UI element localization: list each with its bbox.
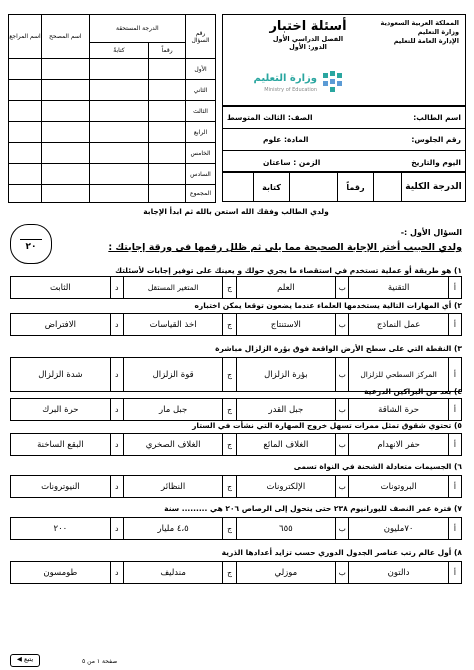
option-letter: أ (448, 476, 461, 498)
option-answer[interactable]: النيوترونات (11, 476, 111, 498)
student-info (222, 106, 466, 172)
option-answer[interactable]: الغلاف الصخري (123, 434, 223, 456)
option-answer[interactable]: المركز السطحي للزلزال (349, 358, 449, 392)
term-line: الفصل الدراسي الأول الدور: الأول (272, 35, 344, 51)
option-letter: ب (336, 399, 349, 421)
option-letter: ب (336, 314, 349, 336)
question-no-header: رقم السؤال (186, 15, 216, 59)
option-answer[interactable]: التقنية (349, 277, 449, 299)
reviewer-header: اسم المراجع (9, 15, 42, 59)
option-answer[interactable]: مندليف (123, 562, 223, 584)
option-letter: ب (336, 358, 349, 392)
deserved-header: الدرجة المستحقة (89, 15, 185, 43)
option-letter: ج (223, 434, 236, 456)
option-letter: أ (448, 358, 461, 392)
option-answer[interactable]: عمل النماذج (349, 314, 449, 336)
option-answer[interactable]: المتغير المستقل (123, 277, 223, 299)
question-number: ٧) (451, 504, 462, 513)
score-value: ٢٠ (25, 242, 37, 252)
question-text: ١) هو طريقة أو عملية تستخدم في استقصاء ما يجري حولك و يعينك على توفير إجابات لأسئلتك (115, 266, 462, 275)
options-table (10, 433, 462, 456)
day-date-label: اليوم والتاريخ (411, 157, 461, 167)
option-answer[interactable]: حفر الانهدام (349, 434, 449, 456)
option-letter: أ (448, 277, 461, 299)
options-row (11, 399, 462, 421)
grade-label: الصف: الثالث المتوسط (227, 113, 313, 122)
footer-page: صفحة ١ من ٥ (82, 658, 118, 665)
option-answer[interactable]: البقع الساخنة (11, 434, 111, 456)
option-letter: ج (223, 399, 236, 421)
q1-title: السؤال الأول :- (400, 228, 462, 237)
option-letter: أ (448, 399, 461, 421)
option-answer[interactable]: الثابت (11, 277, 111, 299)
option-letter: د (110, 476, 123, 498)
question-number: ١) (451, 266, 462, 275)
option-letter: ج (223, 562, 236, 584)
exam-title: أسئلة اختبار (269, 19, 347, 34)
option-answer[interactable]: ٦٥٥ (236, 518, 336, 540)
corrector-header: اسم المصحح (41, 15, 89, 59)
option-letter: د (110, 434, 123, 456)
student-name-label: اسم الطالب: (413, 113, 461, 122)
options-row (11, 314, 462, 336)
option-letter: ب (336, 518, 349, 540)
option-answer[interactable]: العلم (236, 277, 336, 299)
logo-icon (321, 69, 351, 95)
option-letter: د (110, 358, 123, 392)
option-letter: أ (448, 518, 461, 540)
row-label: المجموع (186, 185, 216, 203)
option-letter: د (110, 277, 123, 299)
option-letter: ج (223, 358, 236, 392)
ministry-block (222, 14, 466, 106)
option-answer[interactable]: ٧٠مليون (349, 518, 449, 540)
option-letter: ج (223, 277, 236, 299)
options-table (10, 517, 462, 540)
options-table (10, 313, 462, 336)
written-header: كتابةً (89, 43, 149, 59)
option-letter: ج (223, 314, 236, 336)
total-label: الدرجة الكلية (402, 173, 466, 202)
question-text: ٣) النقطة التي على سطح الأرض الواقعة فوق بؤرة الزلزال مباشرة (215, 344, 462, 353)
next-label: يتبع (23, 655, 34, 663)
total-grade-table (222, 172, 466, 202)
question-number: ٥) (451, 421, 462, 430)
logo-subtext: Ministry of Education (264, 87, 317, 93)
options-table (10, 561, 462, 584)
grade-table (8, 14, 216, 203)
question-text: ٦) الجسيمات متعادلة الشحنة في النواة تسمى (293, 462, 462, 471)
row-label: الخامس (186, 143, 216, 164)
options-table (10, 398, 462, 421)
question-number: ٣) (451, 344, 462, 353)
option-answer[interactable]: الافتراض (11, 314, 111, 336)
option-letter: د (110, 314, 123, 336)
ministry-text: وزارة التعليم (417, 28, 459, 37)
options-row (11, 434, 462, 456)
option-answer[interactable]: اخذ القياسات (123, 314, 223, 336)
row-label: الثاني (186, 80, 216, 101)
option-letter: ب (336, 562, 349, 584)
option-answer[interactable]: موزلي (236, 562, 336, 584)
row-label: الأول (186, 59, 216, 80)
option-letter: ب (336, 476, 349, 498)
row-label: الرابع (186, 122, 216, 143)
option-letter: د (110, 399, 123, 421)
option-answer[interactable]: الاستنتاج (236, 314, 336, 336)
ministry-logo (233, 69, 353, 99)
question-text: ٧) فترة عمر النصف لليورانيوم ٢٣٨ حتى يتحول إلى الرصاص ٢٠٦ هي ......... سنة (164, 504, 462, 513)
options-row (11, 476, 462, 498)
question-text: ٨) أول عالم رتب عناصر الجدول الدوري حسب تزايد أعدادها الذرية (221, 548, 462, 557)
subject-label: المادة: علوم (263, 135, 309, 144)
kingdom-text: المملكة العربية السعودية (380, 19, 459, 27)
total-written-label: كتابة (254, 173, 290, 202)
question-text: ٤) بعد من البراكين الدرعية (364, 387, 462, 396)
admin-text: الإدارة العامة للتعليم (393, 37, 459, 46)
q1-instruction: ولدي الحبيب أختر الإجابة الصحيحة مما يلي ثم ظلل رقمها في ورقة إجابتك : (108, 242, 462, 253)
option-letter: أ (448, 434, 461, 456)
intro-text: ولدي الطالب وفقك الله استعن بالله ثم ابدأ الإجابة (143, 207, 329, 216)
option-letter: ب (336, 277, 349, 299)
options-table (10, 276, 462, 299)
option-answer[interactable]: الإلكترونات (236, 476, 336, 498)
time-label: الزمن : ساعتان (263, 157, 321, 167)
option-answer[interactable]: حرة البرك (11, 399, 111, 421)
row-label: السادس (186, 164, 216, 185)
total-numeric-label: رقماً (338, 173, 374, 202)
question-text: ٢) أي المهارات التالية يستخدمها العلماء عندما يضعون توقعا يمكن اختباره (194, 301, 462, 310)
options-row (11, 562, 462, 584)
options-table (10, 475, 462, 498)
option-answer[interactable]: جبل القدر (236, 399, 336, 421)
option-letter: ج (223, 518, 236, 540)
option-letter: د (110, 562, 123, 584)
option-answer[interactable]: البروتونات (349, 476, 449, 498)
question-number: ٦) (451, 462, 462, 471)
question-number: ٤) (451, 387, 462, 396)
numeric-header: رقماً (149, 43, 186, 59)
option-answer[interactable]: حرة الشاقة (349, 399, 449, 421)
options-row (11, 277, 462, 299)
option-answer[interactable]: دالتون (349, 562, 449, 584)
option-answer[interactable]: ٤،٥ مليار (123, 518, 223, 540)
option-answer[interactable]: قوة الزلزال (123, 358, 223, 392)
next-page-arrow (10, 654, 40, 667)
seat-number-label: رقم الجلوس: (411, 135, 461, 144)
option-answer[interactable]: النظائر (123, 476, 223, 498)
option-answer[interactable]: طومسون (11, 562, 111, 584)
option-answer[interactable]: ٢٠٠ (11, 518, 111, 540)
question-text: ٥) تحتوي شقوق تمثل ممرات تسهل خروج الصهارة التي نشأت في الستار (192, 421, 462, 430)
option-letter: أ (448, 562, 461, 584)
option-answer[interactable]: جبل مار (123, 399, 223, 421)
arrow-left-icon: ◀ (16, 655, 22, 663)
option-letter: د (110, 518, 123, 540)
options-row (11, 518, 462, 540)
logo-text: وزارة التعليم (253, 73, 317, 84)
option-answer[interactable]: شدة الزلزال (11, 358, 111, 392)
option-letter: ب (336, 434, 349, 456)
option-answer[interactable]: بؤرة الزلزال (236, 358, 336, 392)
option-letter: أ (448, 314, 461, 336)
option-answer[interactable]: الغلاف المائع (236, 434, 336, 456)
question-number: ٨) (451, 548, 462, 557)
question-number: ٢) (451, 301, 462, 310)
option-letter: ج (223, 476, 236, 498)
row-label: الثالث (186, 101, 216, 122)
